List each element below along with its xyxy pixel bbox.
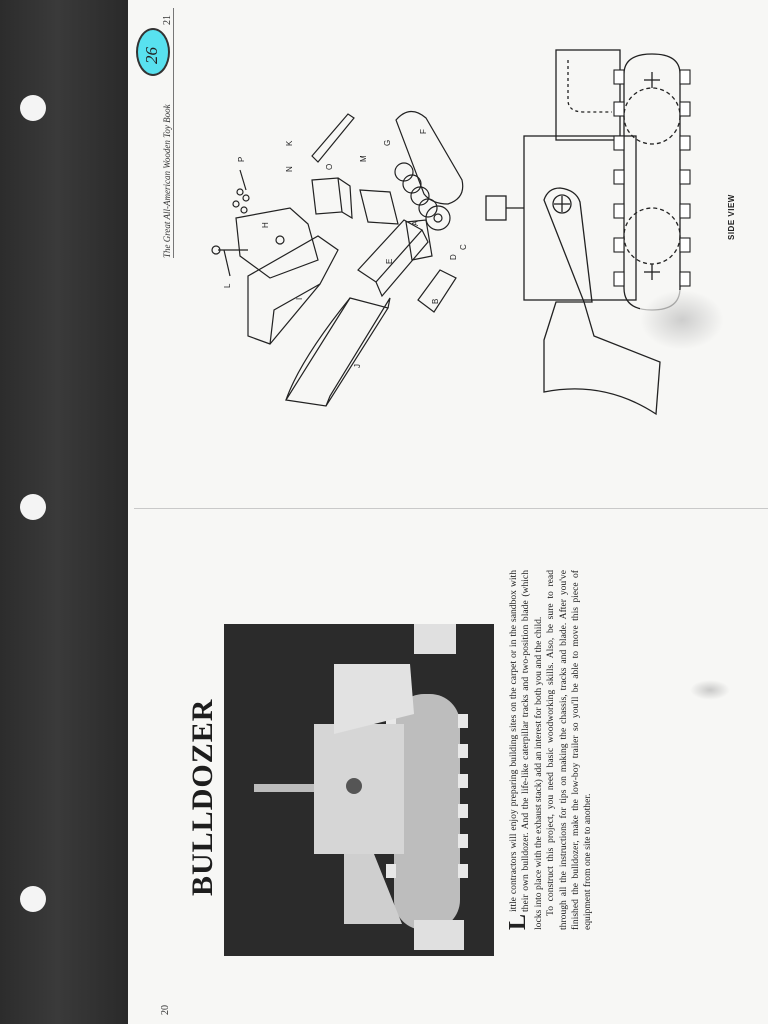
diagram-label-g: G bbox=[383, 139, 392, 146]
page-number-left: 20 bbox=[160, 1005, 171, 1015]
diagram-label-e: E bbox=[385, 258, 394, 264]
diagram-label-j: J bbox=[353, 364, 362, 368]
diagram-label-m: M bbox=[359, 155, 368, 162]
diagram-label-h: H bbox=[261, 222, 270, 228]
exploded-view-diagram bbox=[200, 100, 480, 430]
diagram-label-f: F bbox=[419, 129, 428, 134]
binder-hole bbox=[20, 494, 46, 520]
diagram-label-p: P bbox=[237, 156, 246, 162]
handwritten-page-number-text: 26 bbox=[142, 47, 161, 64]
side-view-label: SIDE VIEW bbox=[727, 194, 736, 240]
article-body bbox=[505, 570, 595, 930]
diagram-label-c: C bbox=[459, 244, 468, 250]
article-paragraph-1 bbox=[505, 570, 545, 930]
diagram-label-i: I bbox=[295, 297, 304, 300]
scan-smudge bbox=[690, 680, 730, 700]
diagram-label-b: B bbox=[431, 298, 440, 304]
page-gutter bbox=[134, 508, 768, 509]
drop-cap: L bbox=[505, 913, 531, 930]
diagram-label-k: K bbox=[285, 140, 294, 146]
side-view-diagram bbox=[484, 40, 714, 425]
diagram-label-a: A bbox=[411, 220, 420, 226]
paragraph-1-text: ittle contractors will enjoy preparing building sites on the carpet or in the sandbox with their own bulldozer. And the life-like caterpillar tracks and two-position blade (which locks into place with the exhaust stack) add an interest for both you and the child. bbox=[508, 570, 544, 930]
article-title: BULLDOZER bbox=[186, 698, 219, 896]
binder-strip bbox=[0, 0, 128, 1024]
diagram-label-l: L bbox=[223, 283, 232, 288]
diagram-label-n: N bbox=[285, 166, 294, 172]
diagram-label-d: D bbox=[449, 254, 458, 260]
article-paragraph-2: To construct this project, you need basic woodworking skills. Also, be sure to read through all the instructions for tips on making the chassis, tracks and blade. After you've finished the bulldozer, make the low-boy trailer so you'll be able to move this piece of equipment from one site to another. bbox=[545, 570, 594, 930]
binder-hole bbox=[20, 95, 46, 121]
page-number-right: 21 bbox=[162, 15, 173, 25]
scan-smudge bbox=[640, 290, 724, 350]
bulldozer-photo bbox=[224, 624, 494, 956]
binder-hole bbox=[20, 886, 46, 912]
bulldozer-photo-image bbox=[224, 624, 494, 956]
running-head: The Great All-American Wooden Toy Book bbox=[162, 8, 174, 258]
diagram-label-o: O bbox=[325, 163, 334, 170]
